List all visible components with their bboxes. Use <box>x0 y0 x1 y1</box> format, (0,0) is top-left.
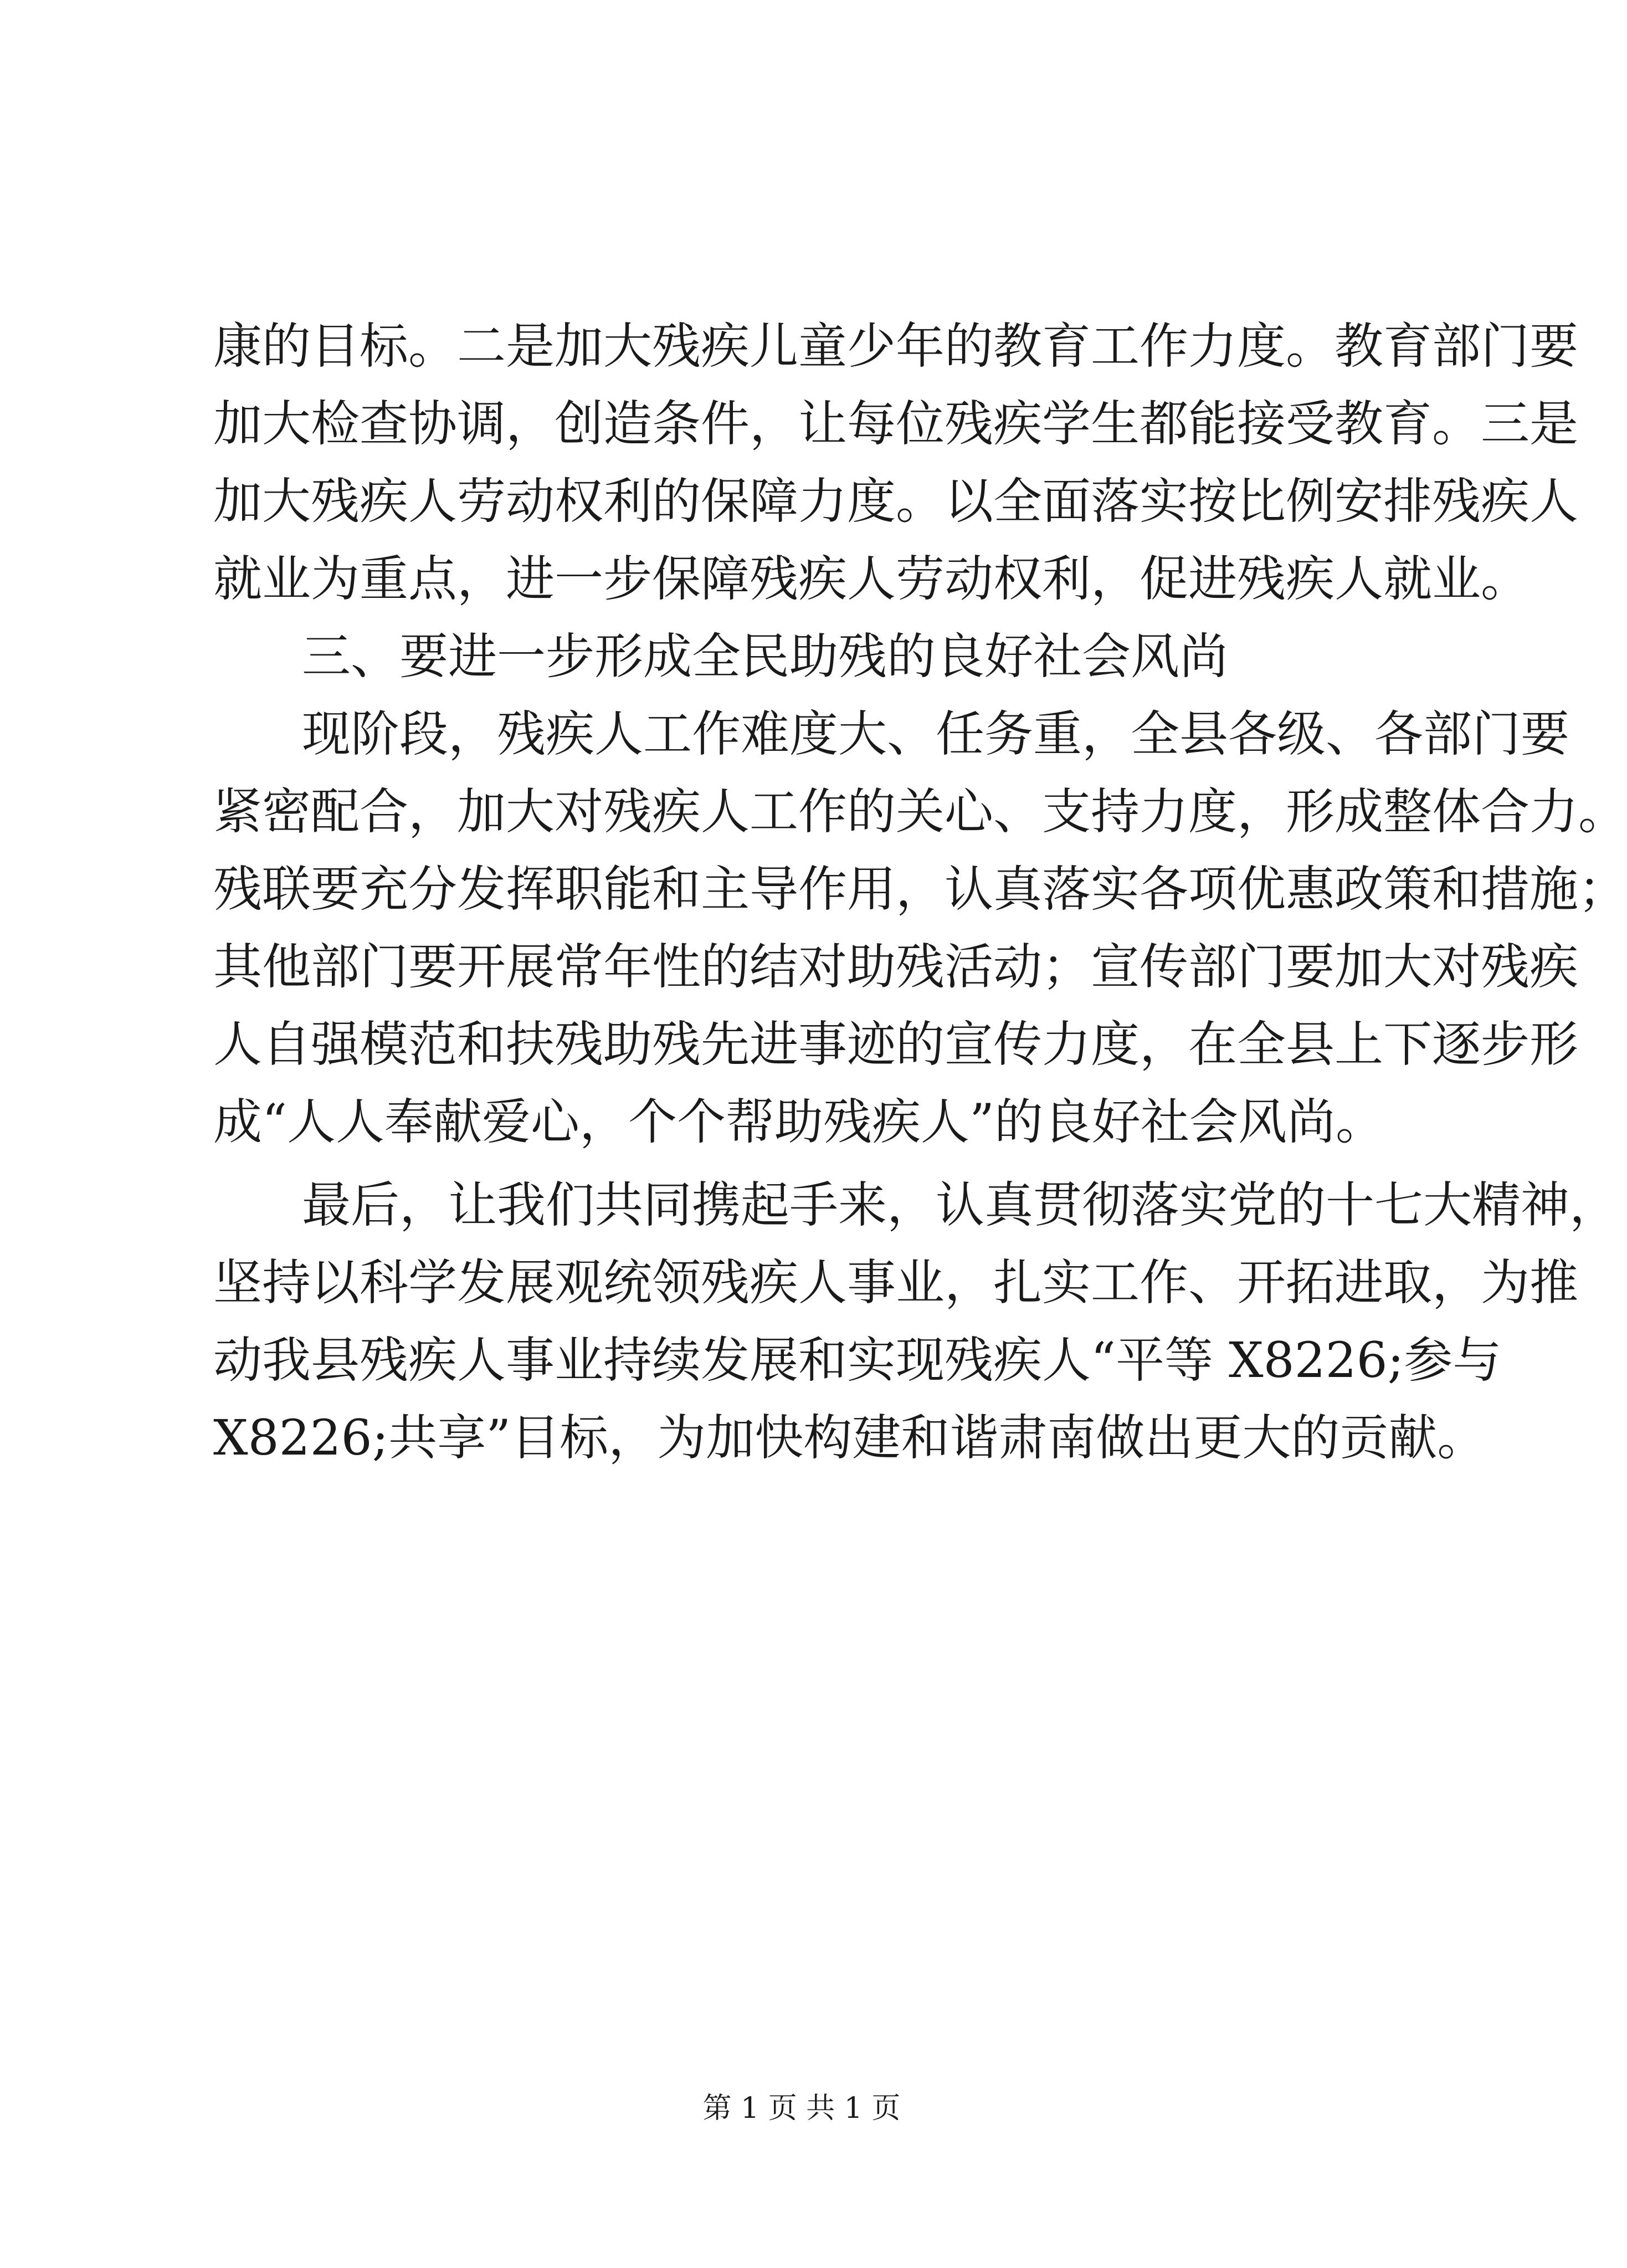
text-line: 成“人人奉献爱心，个个帮助残疾人”的良好社会风尚。 <box>213 1093 1384 1150</box>
text-line: 加大检查协调，创造条件，让每位残疾学生都能接受教育。三是 <box>213 395 1579 452</box>
section-heading: 三、要进一步形成全民助残的良好社会风尚 <box>302 628 1229 685</box>
text-line: 现阶段，残疾人工作难度大、任务重，全县各级、各部门要 <box>302 705 1570 762</box>
text-line: X8226;共享”目标，为加快构建和谐肃南做出更大的贡献。 <box>213 1409 1486 1466</box>
page-footer: 第 1 页 共 1 页 <box>702 2092 901 2125</box>
text-line: 残联要充分发挥职能和主导作用，认真落实各项优惠政策和措施； <box>213 861 1627 918</box>
text-line: 就业为重点，进一步保障残疾人劳动权利，促进残疾人就业。 <box>213 550 1530 607</box>
text-line: 加大残疾人劳动权利的保障力度。以全面落实按比例安排残疾人 <box>213 473 1579 530</box>
text-line: 紧密配合，加大对残疾人工作的关心、支持力度，形成整体合力。 <box>213 783 1627 840</box>
text-line: 坚持以科学发展观统领残疾人事业，扎实工作、开拓进取，为推 <box>213 1254 1579 1311</box>
text-line: 最后，让我们共同携起手来，认真贯彻落实党的十七大精神， <box>302 1176 1619 1233</box>
text-line: 动我县残疾人事业持续发展和实现残疾人“平等 X8226;参与 <box>213 1332 1502 1389</box>
text-line: 人自强模范和扶残助残先进事迹的宣传力度，在全县上下逐步形 <box>213 1016 1579 1073</box>
text-line: 康的目标。二是加大残疾儿童少年的教育工作力度。教育部门要 <box>213 318 1579 375</box>
text-line: 其他部门要开展常年性的结对助残活动；宣传部门要加大对残疾 <box>213 938 1579 995</box>
